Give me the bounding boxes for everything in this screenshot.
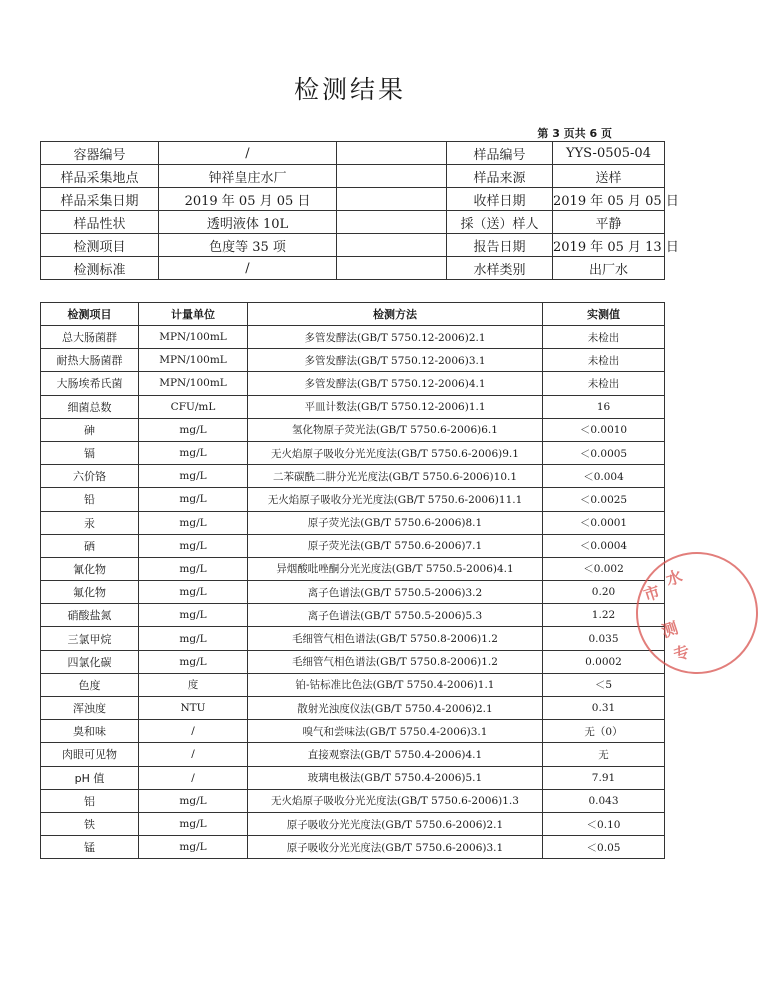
table-row bbox=[41, 581, 665, 604]
info-row bbox=[41, 142, 665, 165]
value-cell: 0.20 bbox=[543, 581, 665, 604]
info-row bbox=[41, 257, 665, 280]
info-spacer bbox=[337, 211, 447, 234]
column-header: 计量单位 bbox=[139, 303, 248, 326]
info-label: 样品来源 bbox=[447, 165, 553, 188]
value-cell: ＜0.0010 bbox=[543, 418, 665, 441]
info-value: 平静 bbox=[553, 211, 665, 234]
item-cell: 四氯化碳 bbox=[41, 650, 139, 673]
table-row bbox=[41, 789, 665, 812]
method-cell: 玻璃电极法(GB/T 5750.4-2006)5.1 bbox=[248, 766, 543, 789]
table-row bbox=[41, 720, 665, 743]
unit-cell: mg/L bbox=[139, 441, 248, 464]
unit-cell: mg/L bbox=[139, 465, 248, 488]
method-cell: 多管发酵法(GB/T 5750.12-2006)2.1 bbox=[248, 326, 543, 349]
value-cell: 0.043 bbox=[543, 789, 665, 812]
table-row bbox=[41, 557, 665, 580]
table-row bbox=[41, 650, 665, 673]
page-title: 检测结果 bbox=[293, 75, 406, 104]
method-cell: 直接观察法(GB/T 5750.4-2006)4.1 bbox=[248, 743, 543, 766]
info-value: 透明液体 10L bbox=[159, 211, 337, 234]
item-cell: 臭和味 bbox=[41, 720, 139, 743]
info-label: 检测项目 bbox=[41, 234, 159, 257]
table-row bbox=[41, 395, 665, 418]
value-cell: ＜0.004 bbox=[543, 465, 665, 488]
info-label: 水样类别 bbox=[447, 257, 553, 280]
method-cell: 无火焰原子吸收分光光度法(GB/T 5750.6-2006)11.1 bbox=[248, 488, 543, 511]
method-cell: 原子荧光法(GB/T 5750.6-2006)7.1 bbox=[248, 534, 543, 557]
info-value: / bbox=[159, 142, 337, 165]
unit-cell: MPN/100mL bbox=[139, 349, 248, 372]
unit-cell: MPN/100mL bbox=[139, 372, 248, 395]
info-label: 报告日期 bbox=[447, 234, 553, 257]
info-label: 样品采集地点 bbox=[41, 165, 159, 188]
table-row bbox=[41, 766, 665, 789]
method-cell: 嗅气和尝味法(GB/T 5750.4-2006)3.1 bbox=[248, 720, 543, 743]
table-row bbox=[41, 534, 665, 557]
value-cell: ＜0.0025 bbox=[543, 488, 665, 511]
page-number: 第 3 页共 6 页 bbox=[537, 127, 612, 140]
info-value: 2019 年 05 月 05 日 bbox=[553, 188, 665, 211]
info-label: 收样日期 bbox=[447, 188, 553, 211]
info-label: 样品采集日期 bbox=[41, 188, 159, 211]
table-row bbox=[41, 418, 665, 441]
table-row bbox=[41, 488, 665, 511]
unit-cell: / bbox=[139, 743, 248, 766]
unit-cell: 度 bbox=[139, 673, 248, 696]
method-cell: 原子吸收分光光度法(GB/T 5750.6-2006)3.1 bbox=[248, 836, 543, 859]
results-header-row bbox=[41, 303, 665, 326]
unit-cell: mg/L bbox=[139, 581, 248, 604]
unit-cell: / bbox=[139, 720, 248, 743]
info-label: 容器编号 bbox=[41, 142, 159, 165]
item-cell: 硝酸盐氮 bbox=[41, 604, 139, 627]
value-cell: 1.22 bbox=[543, 604, 665, 627]
value-cell: ＜0.0005 bbox=[543, 441, 665, 464]
column-header: 实测值 bbox=[543, 303, 665, 326]
value-cell: 0.035 bbox=[543, 627, 665, 650]
value-cell: 无 bbox=[543, 743, 665, 766]
info-spacer bbox=[337, 142, 447, 165]
item-cell: 三氯甲烷 bbox=[41, 627, 139, 650]
info-spacer bbox=[337, 188, 447, 211]
info-row bbox=[41, 165, 665, 188]
info-row bbox=[41, 188, 665, 211]
unit-cell: MPN/100mL bbox=[139, 326, 248, 349]
unit-cell: mg/L bbox=[139, 650, 248, 673]
item-cell: 铝 bbox=[41, 789, 139, 812]
item-cell: 大肠埃希氏菌 bbox=[41, 372, 139, 395]
info-value: 钟祥皇庄水厂 bbox=[159, 165, 337, 188]
item-cell: 汞 bbox=[41, 511, 139, 534]
method-cell: 多管发酵法(GB/T 5750.12-2006)4.1 bbox=[248, 372, 543, 395]
value-cell: 未检出 bbox=[543, 372, 665, 395]
method-cell: 离子色谱法(GB/T 5750.5-2006)5.3 bbox=[248, 604, 543, 627]
info-value: 送样 bbox=[553, 165, 665, 188]
unit-cell: CFU/mL bbox=[139, 395, 248, 418]
unit-cell: / bbox=[139, 766, 248, 789]
table-row bbox=[41, 812, 665, 835]
table-row bbox=[41, 743, 665, 766]
method-cell: 原子吸收分光光度法(GB/T 5750.6-2006)2.1 bbox=[248, 812, 543, 835]
seal-text: 水 bbox=[663, 566, 685, 590]
method-cell: 多管发酵法(GB/T 5750.12-2006)3.1 bbox=[248, 349, 543, 372]
unit-cell: mg/L bbox=[139, 604, 248, 627]
value-cell: 0.31 bbox=[543, 697, 665, 720]
table-row bbox=[41, 326, 665, 349]
method-cell: 铂-钴标准比色法(GB/T 5750.4-2006)1.1 bbox=[248, 673, 543, 696]
table-row bbox=[41, 673, 665, 696]
item-cell: 色度 bbox=[41, 673, 139, 696]
sample-info-table bbox=[40, 141, 679, 280]
info-value: 出厂水 bbox=[553, 257, 665, 280]
unit-cell: NTU bbox=[139, 697, 248, 720]
table-row bbox=[41, 441, 665, 464]
item-cell: 硒 bbox=[41, 534, 139, 557]
method-cell: 原子荧光法(GB/T 5750.6-2006)8.1 bbox=[248, 511, 543, 534]
table-row bbox=[41, 697, 665, 720]
seal-text: 专 bbox=[671, 641, 693, 665]
unit-cell: mg/L bbox=[139, 812, 248, 835]
seal-text: 测 bbox=[659, 618, 681, 642]
table-row bbox=[41, 836, 665, 859]
info-value: 色度等 35 项 bbox=[159, 234, 337, 257]
info-row bbox=[41, 234, 665, 257]
method-cell: 二苯碳酰二肼分光光度法(GB/T 5750.6-2006)10.1 bbox=[248, 465, 543, 488]
value-cell: 0.0002 bbox=[543, 650, 665, 673]
column-header: 检测项目 bbox=[41, 303, 139, 326]
info-spacer bbox=[337, 234, 447, 257]
value-cell: ＜0.10 bbox=[543, 812, 665, 835]
value-cell: ＜0.0001 bbox=[543, 511, 665, 534]
table-row bbox=[41, 627, 665, 650]
item-cell: 耐热大肠菌群 bbox=[41, 349, 139, 372]
item-cell: 铁 bbox=[41, 812, 139, 835]
value-cell: 未检出 bbox=[543, 326, 665, 349]
method-cell: 无火焰原子吸收分光光度法(GB/T 5750.6-2006)9.1 bbox=[248, 441, 543, 464]
value-cell: 16 bbox=[543, 395, 665, 418]
info-label: 样品编号 bbox=[447, 142, 553, 165]
info-label: 检测标准 bbox=[41, 257, 159, 280]
item-cell: 氰化物 bbox=[41, 557, 139, 580]
info-label: 採（送）样人 bbox=[447, 211, 553, 234]
value-cell: 7.91 bbox=[543, 766, 665, 789]
item-cell: 六价铬 bbox=[41, 465, 139, 488]
unit-cell: mg/L bbox=[139, 557, 248, 580]
unit-cell: mg/L bbox=[139, 511, 248, 534]
info-value: 2019 年 05 月 13 日 bbox=[553, 234, 665, 257]
info-value: YYS-0505-04 bbox=[553, 142, 665, 165]
method-cell: 无火焰原子吸收分光光度法(GB/T 5750.6-2006)1.3 bbox=[248, 789, 543, 812]
item-cell: 浑浊度 bbox=[41, 697, 139, 720]
value-cell: ＜0.002 bbox=[543, 557, 665, 580]
results-table bbox=[40, 302, 665, 859]
info-row bbox=[41, 211, 665, 234]
method-cell: 平皿计数法(GB/T 5750.12-2006)1.1 bbox=[248, 395, 543, 418]
item-cell: 铅 bbox=[41, 488, 139, 511]
table-row bbox=[41, 372, 665, 395]
method-cell: 散射光浊度仪法(GB/T 5750.4-2006)2.1 bbox=[248, 697, 543, 720]
item-cell: 氟化物 bbox=[41, 581, 139, 604]
table-row bbox=[41, 349, 665, 372]
info-value: 2019 年 05 月 05 日 bbox=[159, 188, 337, 211]
unit-cell: mg/L bbox=[139, 418, 248, 441]
column-header: 检测方法 bbox=[248, 303, 543, 326]
info-spacer bbox=[337, 165, 447, 188]
method-cell: 离子色谱法(GB/T 5750.5-2006)3.2 bbox=[248, 581, 543, 604]
item-cell: 砷 bbox=[41, 418, 139, 441]
item-cell: 总大肠菌群 bbox=[41, 326, 139, 349]
method-cell: 氢化物原子荧光法(GB/T 5750.6-2006)6.1 bbox=[248, 418, 543, 441]
item-cell: 锰 bbox=[41, 836, 139, 859]
seal-text: 市 bbox=[641, 582, 663, 606]
method-cell: 异烟酸吡唑酮分光光度法(GB/T 5750.5-2006)4.1 bbox=[248, 557, 543, 580]
unit-cell: mg/L bbox=[139, 789, 248, 812]
value-cell: ＜0.0004 bbox=[543, 534, 665, 557]
info-label: 样品性状 bbox=[41, 211, 159, 234]
value-cell: ＜0.05 bbox=[543, 836, 665, 859]
item-cell: 肉眼可见物 bbox=[41, 743, 139, 766]
value-cell: ＜5 bbox=[543, 673, 665, 696]
table-row bbox=[41, 465, 665, 488]
table-row bbox=[41, 511, 665, 534]
item-cell: pH 值 bbox=[41, 766, 139, 789]
unit-cell: mg/L bbox=[139, 534, 248, 557]
value-cell: 未检出 bbox=[543, 349, 665, 372]
table-row bbox=[41, 604, 665, 627]
info-spacer bbox=[337, 257, 447, 280]
item-cell: 细菌总数 bbox=[41, 395, 139, 418]
method-cell: 毛细管气相色谱法(GB/T 5750.8-2006)1.2 bbox=[248, 650, 543, 673]
unit-cell: mg/L bbox=[139, 488, 248, 511]
item-cell: 镉 bbox=[41, 441, 139, 464]
method-cell: 毛细管气相色谱法(GB/T 5750.8-2006)1.2 bbox=[248, 627, 543, 650]
info-value: / bbox=[159, 257, 337, 280]
unit-cell: mg/L bbox=[139, 836, 248, 859]
value-cell: 无（0） bbox=[543, 720, 665, 743]
unit-cell: mg/L bbox=[139, 627, 248, 650]
